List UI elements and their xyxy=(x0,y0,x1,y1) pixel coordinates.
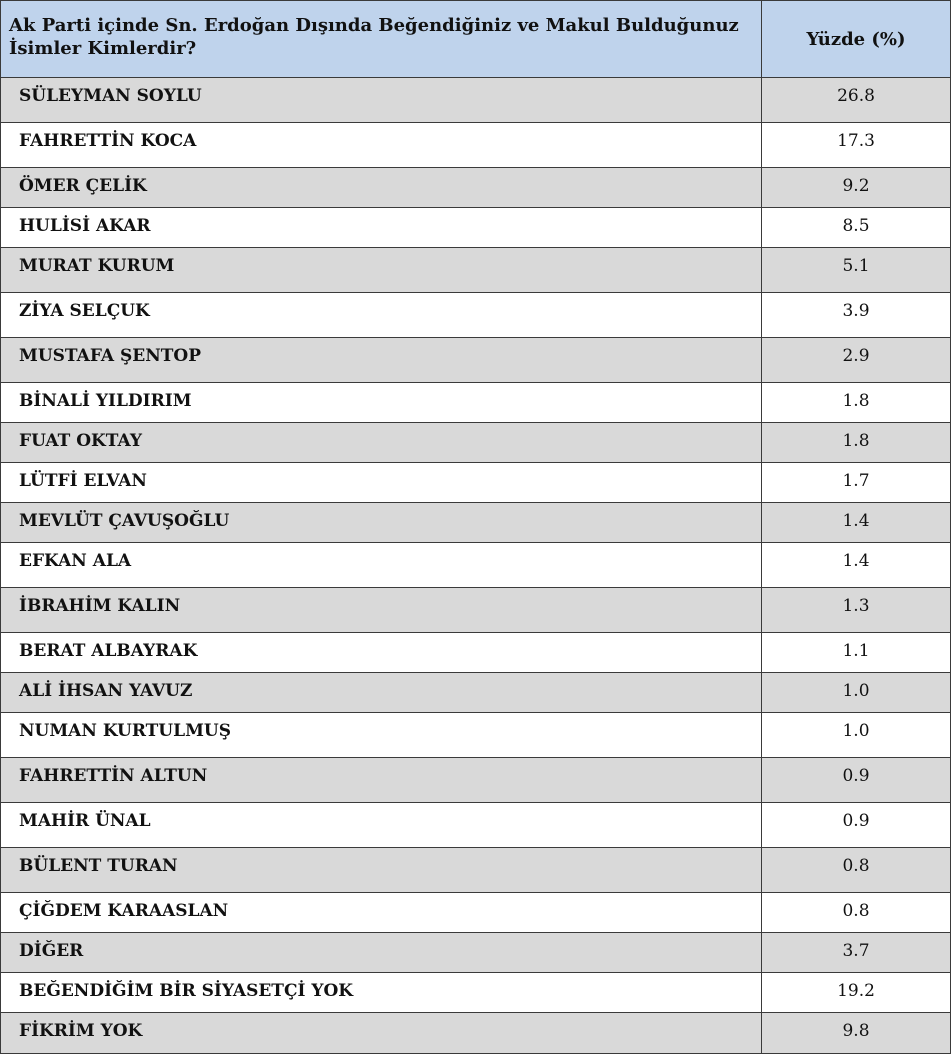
name-cell: ÖMER ÇELİK xyxy=(1,168,762,208)
name-cell: MURAT KURUM xyxy=(1,248,762,293)
table-row xyxy=(1,1013,951,1054)
name-cell: BERAT ALBAYRAK xyxy=(1,633,762,673)
table-row xyxy=(1,543,951,588)
table-row xyxy=(1,123,951,168)
name-cell: MUSTAFA ŞENTOP xyxy=(1,338,762,383)
percent-cell: 19.2 xyxy=(762,973,951,1013)
name-cell: İBRAHİM KALIN xyxy=(1,588,762,633)
table-row xyxy=(1,973,951,1013)
table-row xyxy=(1,848,951,893)
percent-cell: 2.9 xyxy=(762,338,951,383)
name-cell: FAHRETTİN ALTUN xyxy=(1,758,762,803)
name-cell: FİKRİM YOK xyxy=(1,1013,762,1054)
percent-cell: 1.3 xyxy=(762,588,951,633)
table-row xyxy=(1,383,951,423)
name-cell: MAHİR ÜNAL xyxy=(1,803,762,848)
percent-cell: 0.9 xyxy=(762,803,951,848)
percent-cell: 1.0 xyxy=(762,673,951,713)
name-cell: LÜTFİ ELVAN xyxy=(1,463,762,503)
table-row xyxy=(1,168,951,208)
table-row xyxy=(1,893,951,933)
table-row xyxy=(1,248,951,293)
name-cell: HULİSİ AKAR xyxy=(1,208,762,248)
percent-cell: 3.7 xyxy=(762,933,951,973)
table-row xyxy=(1,503,951,543)
percent-cell: 0.9 xyxy=(762,758,951,803)
table-row xyxy=(1,208,951,248)
name-cell: MEVLÜT ÇAVUŞOĞLU xyxy=(1,503,762,543)
percent-cell: 17.3 xyxy=(762,123,951,168)
table-row xyxy=(1,713,951,758)
table-row xyxy=(1,338,951,383)
name-cell: NUMAN KURTULMUŞ xyxy=(1,713,762,758)
question-header: Ak Parti içinde Sn. Erdoğan Dışında Beğendiğiniz ve Makul Bulduğunuz İsimler Kimlerdir? xyxy=(1,1,762,78)
name-cell: ZİYA SELÇUK xyxy=(1,293,762,338)
percent-cell: 1.8 xyxy=(762,423,951,463)
table-row xyxy=(1,758,951,803)
percent-cell: 1.7 xyxy=(762,463,951,503)
percent-cell: 1.8 xyxy=(762,383,951,423)
name-cell: BÜLENT TURAN xyxy=(1,848,762,893)
table-row xyxy=(1,463,951,503)
percent-cell: 1.4 xyxy=(762,503,951,543)
table-body xyxy=(1,78,951,1054)
percent-cell: 1.4 xyxy=(762,543,951,588)
name-cell: EFKAN ALA xyxy=(1,543,762,588)
table-row xyxy=(1,933,951,973)
percent-cell: 1.1 xyxy=(762,633,951,673)
percent-cell: 1.0 xyxy=(762,713,951,758)
percent-cell: 5.1 xyxy=(762,248,951,293)
name-cell: BİNALİ YILDIRIM xyxy=(1,383,762,423)
table-row xyxy=(1,673,951,713)
percent-cell: 9.2 xyxy=(762,168,951,208)
percent-cell: 3.9 xyxy=(762,293,951,338)
name-cell: BEĞENDİĞİM BİR SİYASETÇİ YOK xyxy=(1,973,762,1013)
percent-header: Yüzde (%) xyxy=(762,1,951,78)
table-row xyxy=(1,803,951,848)
table-row xyxy=(1,633,951,673)
header-row xyxy=(1,1,951,78)
percent-cell: 26.8 xyxy=(762,78,951,123)
percent-cell: 8.5 xyxy=(762,208,951,248)
table-header xyxy=(1,1,951,78)
table-row xyxy=(1,588,951,633)
name-cell: SÜLEYMAN SOYLU xyxy=(1,78,762,123)
table-row xyxy=(1,423,951,463)
name-cell: FUAT OKTAY xyxy=(1,423,762,463)
table-row xyxy=(1,293,951,338)
percent-cell: 9.8 xyxy=(762,1013,951,1054)
name-cell: FAHRETTİN KOCA xyxy=(1,123,762,168)
percent-cell: 0.8 xyxy=(762,848,951,893)
percent-cell: 0.8 xyxy=(762,893,951,933)
name-cell: DİĞER xyxy=(1,933,762,973)
table-row xyxy=(1,78,951,123)
name-cell: ALİ İHSAN YAVUZ xyxy=(1,673,762,713)
name-cell: ÇİĞDEM KARAASLAN xyxy=(1,893,762,933)
